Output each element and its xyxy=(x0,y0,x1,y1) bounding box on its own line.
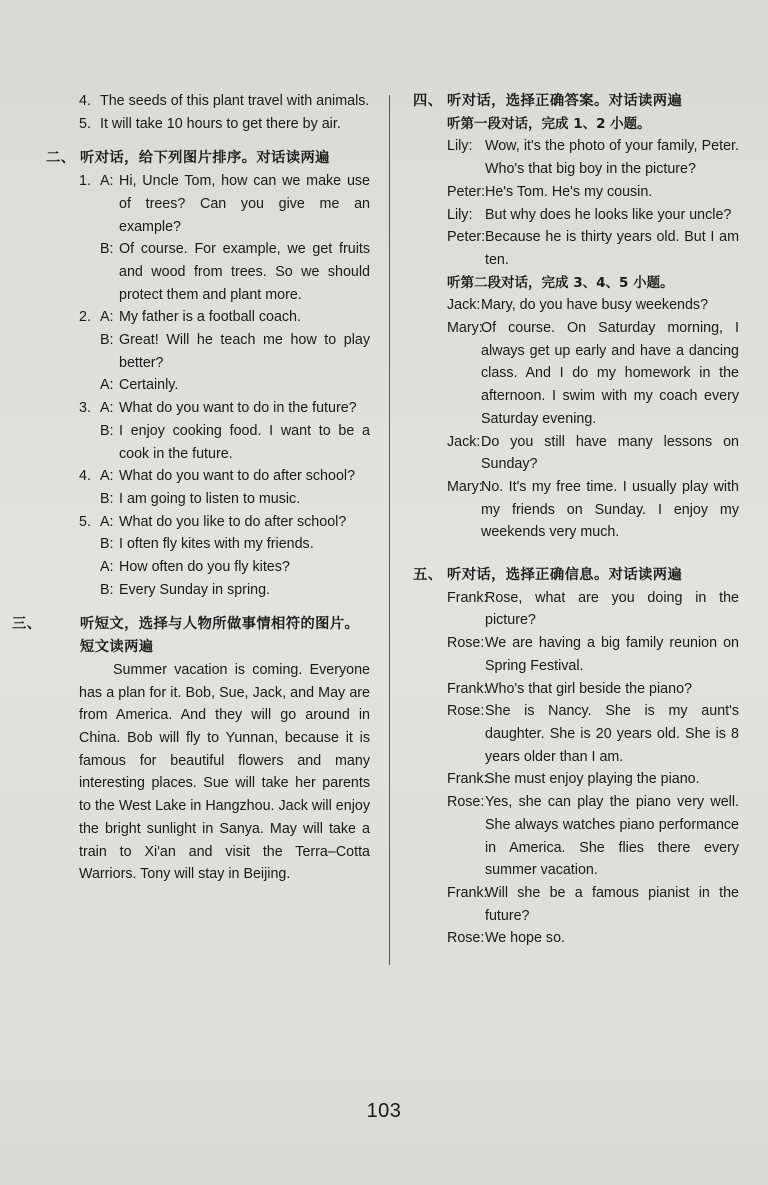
dialog-line: Jack: Do you still have many lessons on Sunday? xyxy=(447,433,739,473)
dialog-line: B: Great! Will he teach me how to play better? xyxy=(100,332,370,371)
list-item xyxy=(46,90,370,113)
dialog-line: Mary: Of course. On Saturday morning, I always get up early and have a dancing class. And I do my homework in the afternoon. I swim with my coach every Saturday evening. xyxy=(447,320,739,427)
dialog-line: Frank: Rose, what are you doing in the picture? xyxy=(447,589,739,629)
part-2-instruction: 听第二段对话，完成 3、4、5 小题。 xyxy=(447,274,674,291)
item-number: 4. xyxy=(79,93,91,109)
dialog-line: 4. A: What do you want to do after school? xyxy=(79,468,356,485)
page-number: 103 xyxy=(366,1100,402,1122)
item-number: 5. xyxy=(79,115,91,132)
dialog-line: Rose: We hope so. xyxy=(447,930,566,947)
dialog-line: Mary: No. It's my free time. I usually play with my friends on Sunday. I enjoy my weekends very much. xyxy=(447,478,739,541)
dialog-line: B: Every Sunday in spring. xyxy=(100,581,270,598)
dialog-line: 5. A: What do you like to do after school? xyxy=(79,513,347,530)
dialog-line: Rose: We are having a big family reunion on Spring Festival. xyxy=(447,635,739,674)
list-item xyxy=(46,113,370,136)
dialog-line: 1. A: Hi, Uncle Tom, how can we make use of trees? Can you give me an example? xyxy=(79,173,370,235)
dialog-line: Peter: He's Tom. He's my cousin. xyxy=(447,183,653,200)
section-5-title: 五、 听对话，选择正确信息。对话读两遍 xyxy=(413,567,683,584)
dialog-line: B: I am going to listen to music. xyxy=(100,490,301,507)
right-column xyxy=(413,90,739,950)
dialog-line: 2. A: My father is a football coach. xyxy=(79,309,301,326)
dialog-line: Jack: Mary, do you have busy weekends? xyxy=(447,297,709,314)
dialog-line: B: I enjoy cooking food. I want to be a cook in the future. xyxy=(100,422,370,462)
section-4-title: 四、 听对话，选择正确答案。对话读两遍 xyxy=(413,93,683,109)
dialog-line: Frank: She must enjoy playing the piano. xyxy=(447,771,700,788)
section-3-title: 三、 听短文，选择与人物所做事情相符的图片。短文读两遍 xyxy=(12,616,360,656)
item-text: It will take 10 hours to get there by air. xyxy=(100,115,341,132)
dialog-line: Peter: Because he is thirty years old. But I am ten. xyxy=(447,229,739,268)
part-1-instruction: 听第一段对话，完成 1、2 小题。 xyxy=(447,115,651,132)
dialog-line: A: Certainly. xyxy=(100,377,179,394)
dialog-line: Rose: She is Nancy. She is my aunt's daughter. She is 20 years old. She is 8 years older than I am. xyxy=(447,703,739,765)
dialog-line: B: Of course. For example, we get fruits and wood from trees. So we should protect them and plant more. xyxy=(100,241,370,303)
column-divider xyxy=(389,95,390,965)
left-column xyxy=(12,90,370,886)
item-text: The seeds of this plant travel with animals. xyxy=(100,93,370,109)
dialog-line: Frank: Who's that girl beside the piano? xyxy=(447,680,692,697)
passage: Summer vacation is coming. Everyone has a plan for it. Bob, Sue, Jack, and May are from America. And they will go around in China. Bob will fly to Yunnan, because it is famous for beautiful flowers and many interesting places. Sue will take her parents to the West Lake in Hangzhou. Jack will enjoy the bright sunlight in Sanya. May will take a train to Xi'an and visit the Terra–Cotta Warriors. Tony will stay in Beijing. xyxy=(79,661,370,883)
dialog-line: B: I often fly kites with my friends. xyxy=(100,536,314,553)
dialog-line: A: How often do you fly kites? xyxy=(100,559,290,576)
dialog-line: Lily: But why does he looks like your uncle? xyxy=(447,206,732,223)
dialog-line: 3. A: What do you want to do in the future? xyxy=(79,400,357,417)
dialog-line: Frank: Will she be a famous pianist in the future? xyxy=(447,884,739,924)
dialog-line: Rose: Yes, she can play the piano very well. She always watches piano performance in America. She flies there every summer vacation. xyxy=(447,794,739,879)
section-2-title: 二、 听对话，给下列图片排序。对话读两遍 xyxy=(46,150,330,167)
dialog-line: Lily: Wow, it's the photo of your family, Peter. Who's that big boy in the picture? xyxy=(447,138,739,178)
